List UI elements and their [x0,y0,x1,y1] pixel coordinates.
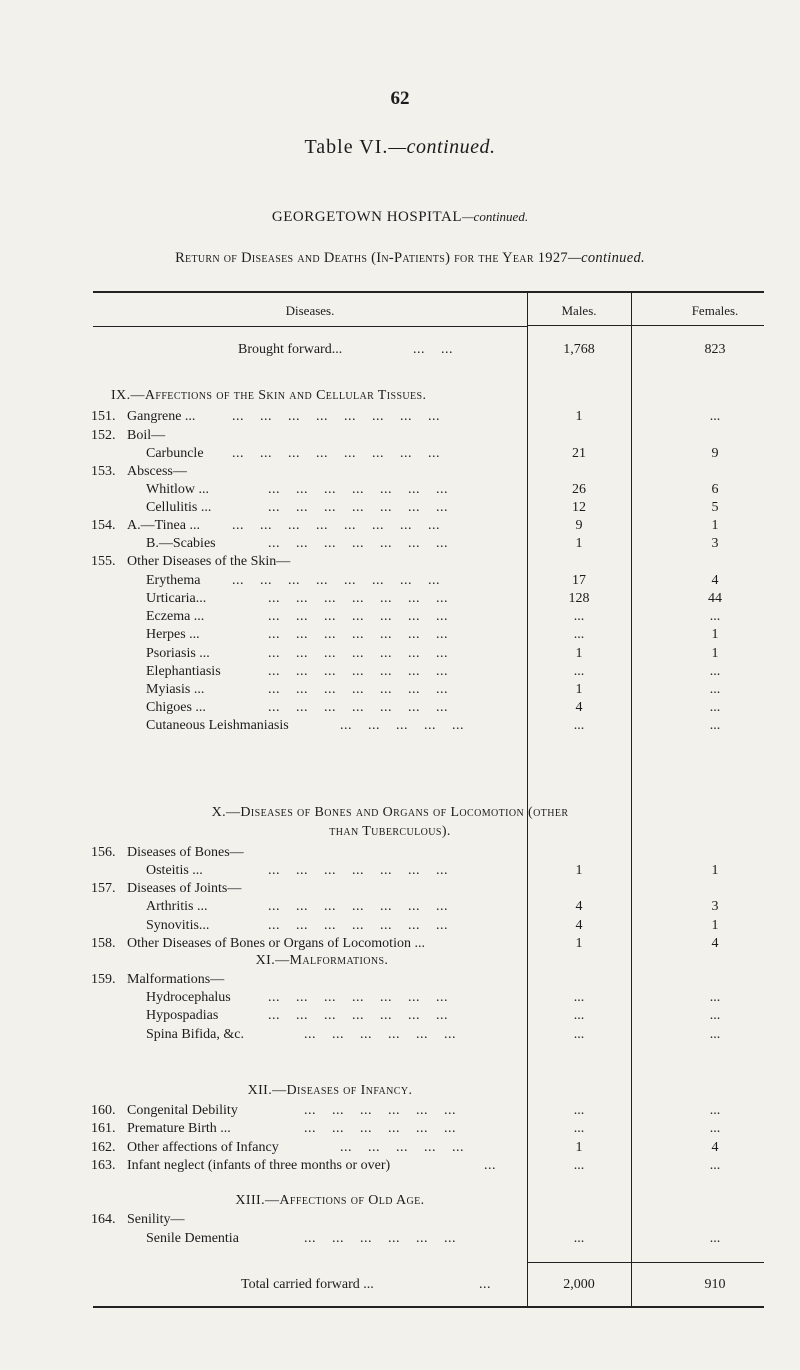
table-row [0,699,800,717]
row-label: Malformations— [127,972,225,987]
females-value: 3 [711,536,719,551]
table-row [0,463,800,481]
table-row [0,681,800,699]
males-value: 1 [575,863,583,878]
row-number: 164. [91,1212,116,1227]
males-value: ... [573,1027,585,1042]
males-value: 1 [575,936,583,951]
table-row [0,917,800,935]
return-heading [20,250,800,267]
leader-dots: ... ... ... ... ... ... ... [268,918,448,933]
table-row [0,971,800,989]
column-header-females: Females. [691,303,739,318]
section-xi-heading: XI.—Malformations. [255,953,389,968]
table-row [0,880,800,898]
males-value: ... [573,990,585,1005]
females-value: 5 [711,500,719,515]
row-number: 156. [91,845,116,860]
table-row [0,608,800,626]
table-row [0,645,800,663]
table-row [0,663,800,681]
table-row [0,1026,800,1044]
females-value: 1 [711,918,719,933]
table-row [0,445,800,463]
table-row [0,572,800,590]
males-value: 1 [575,409,583,424]
leader-dots: ... ... ... ... ... ... [304,1121,456,1136]
females-value: ... [709,700,721,715]
females-value: 4 [711,1140,719,1155]
leader-dots: ... ... ... ... ... ... ... [268,536,448,551]
females-value: ... [709,664,721,679]
table-row [0,626,800,644]
leader-dots: ... ... ... ... ... [340,718,464,733]
section-x-heading-line1: X.—Diseases of Bones and Organs of Locomotion (other [211,805,569,820]
females-value: ... [709,1231,721,1246]
females-value: ... [709,1121,721,1136]
column-header-diseases: Diseases. [285,303,335,318]
column-header-males: Males. [561,303,597,318]
section-xiii-heading: XIII.—Affections of Old Age. [235,1193,425,1208]
table-row [0,717,800,735]
males-value: 26 [572,482,586,497]
row-label: Boil— [127,428,166,443]
males-value: 9 [575,518,583,533]
section-ix-heading: IX.—Affections of the Skin and Cellular Tissues. [111,388,427,403]
males-value: 21 [572,446,586,461]
females-value: 9 [711,446,719,461]
row-label: Erythema [146,573,201,588]
females-value: 6 [711,482,719,497]
leader-dots: ... ... ... ... ... ... ... [268,899,448,914]
row-label: A.—Tinea ... [127,518,200,533]
table-row [0,427,800,445]
females-value: ... [709,718,721,733]
row-label: Psoriasis ... [146,646,210,661]
total-row [0,1276,800,1294]
row-number: 155. [91,554,116,569]
table-row [0,1007,800,1025]
leader-dots: ... ... ... ... ... ... ... [268,609,448,624]
leader-dots: ... ... ... ... ... ... ... [268,482,448,497]
row-label: Other affections of Infancy [127,1140,279,1155]
row-number: 159. [91,972,116,987]
leader-dots: ... ... ... ... ... ... ... ... [232,573,440,588]
row-label: Cellulitis ... [146,500,212,515]
hospital-continued: —continued. [462,209,529,224]
leader-dots: ... ... ... ... ... ... ... [268,1008,448,1023]
brought-forward-row [0,341,800,359]
total-males: 2,000 [563,1277,595,1292]
row-label: Eczema ... [146,609,205,624]
table-row [0,1139,800,1157]
leader-dots: ... [479,1277,491,1292]
females-value: 1 [711,518,719,533]
row-number: 162. [91,1140,116,1155]
total-label: Total carried forward ... [241,1277,374,1292]
table-row [0,1102,800,1120]
males-value: ... [573,718,585,733]
row-label: Cutaneous Leishmaniasis [146,718,289,733]
brought-forward-label: Brought forward... [238,342,343,357]
table-row [0,553,800,571]
males-value: 4 [575,700,583,715]
row-label: Spina Bifida, &c. [146,1027,244,1042]
males-value: ... [573,1103,585,1118]
leader-dots: ... ... ... ... ... ... [304,1103,456,1118]
row-label: Senile Dementia [146,1231,239,1246]
leader-dots: ... ... ... ... ... ... ... [268,646,448,661]
table-row [0,1211,800,1229]
females-value: ... [709,1103,721,1118]
females-value: 1 [711,627,719,642]
females-value: 4 [711,936,719,951]
table-title-text: Table VI. [304,136,389,158]
row-number: 161. [91,1121,116,1136]
leader-dots: ... ... ... ... ... ... ... [268,591,448,606]
table-row [0,590,800,608]
row-label: Synovitis... [146,918,210,933]
row-label: Premature Birth ... [127,1121,231,1136]
row-number: 151. [91,409,116,424]
section-xii-heading: XII.—Diseases of Infancy. [247,1083,413,1098]
row-label: Abscess— [127,464,187,479]
row-label: B.—Scabies [146,536,216,551]
return-continued: —continued. [567,250,645,266]
leader-dots: ... ... ... ... ... ... ... [268,682,448,697]
table-title [0,136,800,159]
row-label: Myiasis ... [146,682,205,697]
females-value: 1 [711,646,719,661]
row-label: Congenital Debility [127,1103,238,1118]
row-label: Infant neglect (infants of three months or over) [127,1158,391,1173]
total-females: 910 [704,1277,726,1292]
females-value: ... [709,1027,721,1042]
row-number: 163. [91,1158,116,1173]
row-number: 154. [91,518,116,533]
leader-dots: ... ... ... ... ... [340,1140,464,1155]
hospital-name: GEORGETOWN HOSPITAL [271,209,462,225]
males-value: ... [573,627,585,642]
females-value: ... [709,409,721,424]
row-label: Diseases of Bones— [127,845,244,860]
table-row [0,1120,800,1138]
table-row [0,1157,800,1175]
males-value: 128 [568,591,590,606]
table-row [0,898,800,916]
females-value: 4 [711,573,719,588]
females-value: ... [709,1008,721,1023]
males-value: ... [573,609,585,624]
leader-dots: ... ... ... ... ... ... ... [268,627,448,642]
row-label: Carbuncle [146,446,204,461]
males-value: 17 [572,573,586,588]
leader-dots: ... ... ... ... ... ... [304,1027,456,1042]
row-label: Herpes ... [146,627,200,642]
table-row [0,481,800,499]
row-label: Hydrocephalus [146,990,231,1005]
row-label: Whitlow ... [146,482,209,497]
leader-dots: ... ... ... ... ... ... ... [268,863,448,878]
row-label: Hypospadias [146,1008,219,1023]
leader-dots: ... [484,1158,496,1173]
table-row [0,844,800,862]
table-row [0,408,800,426]
total-rule [527,1262,764,1263]
males-value: 1 [575,646,583,661]
males-value: 1 [575,536,583,551]
table-title-continued: —continued. [388,136,496,158]
leader-dots: ... ... [413,342,453,357]
males-value: ... [573,1121,585,1136]
table-row [0,1230,800,1248]
brought-forward-females: 823 [704,342,726,357]
females-value: 3 [711,899,719,914]
hospital-heading [0,209,800,226]
row-label: Urticaria... [146,591,207,606]
males-value: ... [573,1231,585,1246]
females-value: ... [709,682,721,697]
males-value: ... [573,1158,585,1173]
males-value: 4 [575,899,583,914]
table-row [0,862,800,880]
females-value: 44 [708,591,722,606]
leader-dots: ... ... ... ... ... ... ... [268,700,448,715]
row-label: Osteitis ... [146,863,203,878]
females-value: ... [709,1158,721,1173]
row-label: Senility— [127,1212,185,1227]
return-text: Return of Diseases and Deaths (In-Patients) for the Year 1927 [175,250,568,266]
males-value: ... [573,1008,585,1023]
row-label: Chigoes ... [146,700,206,715]
row-number: 158. [91,936,116,951]
females-value: ... [709,990,721,1005]
males-value: 1 [575,1140,583,1155]
males-value: ... [573,664,585,679]
row-number: 152. [91,428,116,443]
leader-dots: ... ... ... ... ... ... [304,1231,456,1246]
females-value: ... [709,609,721,624]
row-number: 153. [91,464,116,479]
row-label: Diseases of Joints— [127,881,242,896]
leader-dots: ... ... ... ... ... ... ... ... [232,446,440,461]
females-value: 1 [711,863,719,878]
brought-forward-males: 1,768 [563,342,595,357]
table-top-rule [93,291,764,293]
row-label: Other Diseases of Bones or Organs of Locomotion ... [127,936,425,951]
row-number: 160. [91,1103,116,1118]
table-row [0,535,800,553]
table-row [0,517,800,535]
row-label: Elephantiasis [146,664,221,679]
leader-dots: ... ... ... ... ... ... ... [268,990,448,1005]
leader-dots: ... ... ... ... ... ... ... [268,500,448,515]
row-label: Other Diseases of the Skin— [127,554,291,569]
header-rule-values [527,325,764,326]
males-value: 4 [575,918,583,933]
header-rule-diseases [93,326,527,327]
section-x-heading-line2: than Tuberculous). [329,824,451,839]
table-row [0,499,800,517]
males-value: 12 [572,500,586,515]
page-number: 62 [390,88,410,109]
row-label: Arthritis ... [146,899,208,914]
leader-dots: ... ... ... ... ... ... ... ... [232,518,440,533]
males-value: 1 [575,682,583,697]
table-row [0,989,800,1007]
table-row [0,935,800,953]
row-number: 157. [91,881,116,896]
leader-dots: ... ... ... ... ... ... ... ... [232,409,440,424]
table-bottom-rule [93,1306,764,1308]
row-label: Gangrene ... [127,409,196,424]
leader-dots: ... ... ... ... ... ... ... [268,664,448,679]
